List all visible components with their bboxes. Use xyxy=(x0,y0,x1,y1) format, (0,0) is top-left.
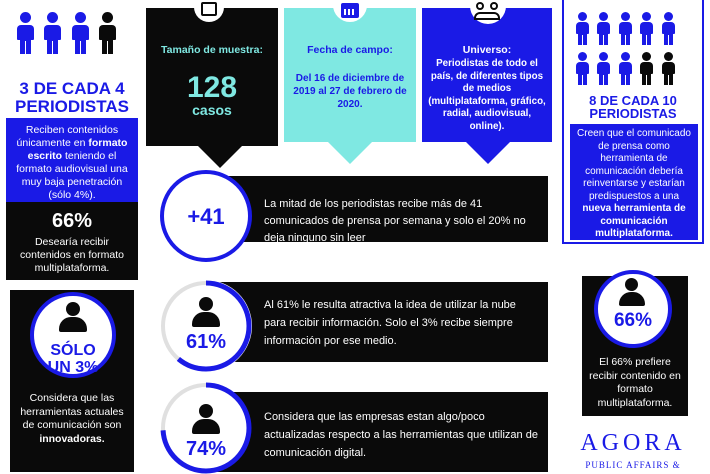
person-icon xyxy=(192,297,220,327)
person-icon xyxy=(596,12,611,45)
right-people-row-2 xyxy=(574,52,694,90)
person-icon xyxy=(639,12,654,45)
stat-value-3: 74% xyxy=(185,438,227,460)
person-icon xyxy=(59,302,87,332)
left-desc-pre: Reciben contenidos únicamente en xyxy=(16,124,119,149)
right-headline: 8 DE CADA 10 PERIODISTAS xyxy=(589,93,677,121)
person-icon xyxy=(618,52,633,85)
sample-unit: casos xyxy=(192,102,232,118)
left-stat-box xyxy=(6,202,138,280)
person-icon xyxy=(98,12,117,54)
person-icon xyxy=(575,52,590,85)
right-stat-value: 66% xyxy=(613,310,653,331)
left-stat-value: 66% xyxy=(51,210,93,232)
universe-arrow xyxy=(466,142,510,164)
stat-text-3: Considera que las empresas estan algo/poco actualizadas respecto a las herramientas que utilizan de comunicación digital. xyxy=(264,411,538,459)
person-icon xyxy=(192,404,220,434)
left-headline: 3 DE CADA 4 PERIODISTAS xyxy=(15,79,129,116)
sample-value: 128 xyxy=(186,71,238,104)
person-icon xyxy=(575,12,590,45)
brand-logo: AGORA xyxy=(580,430,686,456)
person-icon xyxy=(618,12,633,45)
fieldwork-label: Fecha de campo: xyxy=(307,44,393,56)
right-desc-box xyxy=(570,124,698,240)
person-icon xyxy=(619,278,645,306)
sample-arrow xyxy=(198,146,242,168)
stat-text-1: La mitad de los periodistas recibe más de 41 comunicados de prensa por semana y solo el 20% no deja ninguno sin leer xyxy=(264,198,526,244)
left-sub-desc-bold: innovadoras. xyxy=(39,432,105,445)
stat-text-2: Al 61% le resulta atractiva la idea de utilizar la nube para recibir información. Solo el 3% recibe siempre información por ese medio. xyxy=(264,299,516,347)
left-sub-desc-pre: Considera que las herramientas actuales de comunicación son xyxy=(20,392,124,431)
right-desc-bold: nueva herramienta de comunicación multiplataforma. xyxy=(582,203,686,239)
left-sub-desc xyxy=(16,392,128,446)
right-desc-pre: Creen que el comunicado de prensa como herramienta de comunicación debería reinventarse y estarían predispuestos a una xyxy=(577,128,691,202)
left-stat-desc: Desearía recibir contenidos en formato multiplataforma. xyxy=(20,236,124,274)
stat-value-2: 61% xyxy=(185,331,227,353)
universe-value: Periodistas de todo el país, de diferentes tipos de medios (multiplataforma, gráfico, radial, audiovisual, online). xyxy=(428,58,546,132)
right-stat-desc: El 66% prefiere recibir contenido en formato multiplataforma. xyxy=(589,356,681,409)
universe-label: Universo: xyxy=(462,44,512,56)
person-icon xyxy=(661,52,676,85)
stat-value-1: +41 xyxy=(187,204,225,229)
right-people-row-1 xyxy=(574,12,694,50)
person-icon xyxy=(639,52,654,85)
person-icon xyxy=(43,12,62,54)
left-desc-post: teniendo el formato audiovisual una muy baja penetración (sólo 4%). xyxy=(16,150,128,201)
fieldwork-value: Del 16 de diciembre de 2019 al 27 de febrero de 2020. xyxy=(293,73,407,110)
person-icon xyxy=(16,12,35,54)
person-icon xyxy=(71,12,90,54)
sample-label: Tamaño de muestra: xyxy=(161,44,263,56)
left-desc-bold: formato escrito xyxy=(27,137,128,162)
left-sub-headline: SÓLO UN 3% xyxy=(47,342,99,376)
brand-sub: PUBLIC AFFAIRS & xyxy=(585,460,681,470)
person-icon xyxy=(596,52,611,85)
left-people-row xyxy=(14,12,136,58)
person-icon xyxy=(661,12,676,45)
fieldwork-arrow xyxy=(328,142,372,164)
left-desc-box xyxy=(6,118,138,202)
